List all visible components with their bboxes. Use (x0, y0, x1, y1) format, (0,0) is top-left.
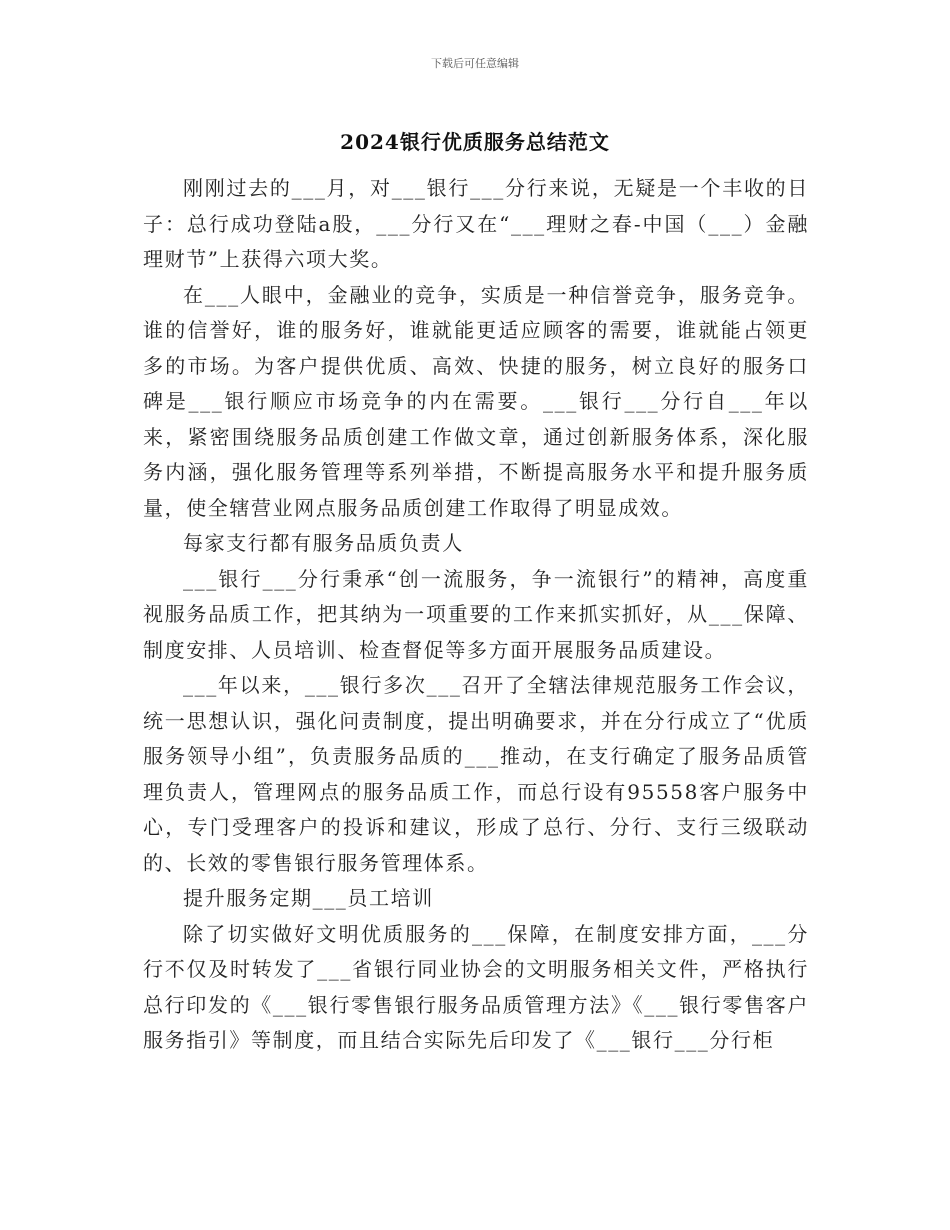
section-heading-1: 每家支行都有服务品质负责人 (183, 531, 464, 555)
document-body (143, 171, 809, 1059)
document-title: 2024银行优质服务总结范文 (340, 130, 610, 154)
paragraph-3: ___银行___分行秉承“创一流服务，争一流银行”的精神，高度重视服务品质工作，把其纳为一项重要的工作来抓实抓好，从___保障、制度安排、人员培训、检查督促等多方面开展服务品质建设。 (143, 566, 809, 662)
header-note: 下载后可任意编辑 (431, 57, 519, 70)
paragraph-1: 刚刚过去的___月，对___银行___分行来说，无疑是一个丰收的日子：总行成功登陆a股，___分行又在“___理财之春-中国（___）金融理财节”上获得六项大奖。 (143, 176, 809, 271)
section-heading-2: 提升服务定期___员工培训 (183, 886, 434, 910)
paragraph-4: ___年以来，___银行多次___召开了全辖法律规范服务工作会议，统一思想认识，强化问责制度，提出明确要求，并在分行成立了“优质服务领导小组”，负责服务品质的___推动，在支行确定了服务品质管理负责人，管理网点的服务品质工作，而总行设有95558客户服务中心，专门受理客户的投诉和建议，形成了总行、分行、支行三级联动的、长效的零售银行服务管理体系。 (143, 673, 809, 875)
paragraph-5: 除了切实做好文明优质服务的___保障，在制度安排方面，___分行不仅及时转发了___省银行同业协会的文明服务相关文件，严格执行总行印发的《___银行零售银行服务品质管理方法》《___银行零售客户服务指引》等制度，而且结合实际先后印发了《___银行___分行柜 (143, 921, 809, 1052)
paragraph-2: 在___人眼中，金融业的竞争，实质是一种信誉竞争，服务竞争。谁的信誉好，谁的服务好，谁就能更适应顾客的需要，谁就能占领更多的市场。为客户提供优质、高效、快捷的服务，树立良好的服务口碑是___银行顺应市场竞争的内在需要。___银行___分行自___年以来，紧密围绕服务品质创建工作做文章，通过创新服务体系，深化服务内涵，强化服务管理等系列举措，不断提高服务水平和提升服务质量，使全辖营业网点服务品质创建工作取得了明显成效。 (143, 282, 809, 520)
